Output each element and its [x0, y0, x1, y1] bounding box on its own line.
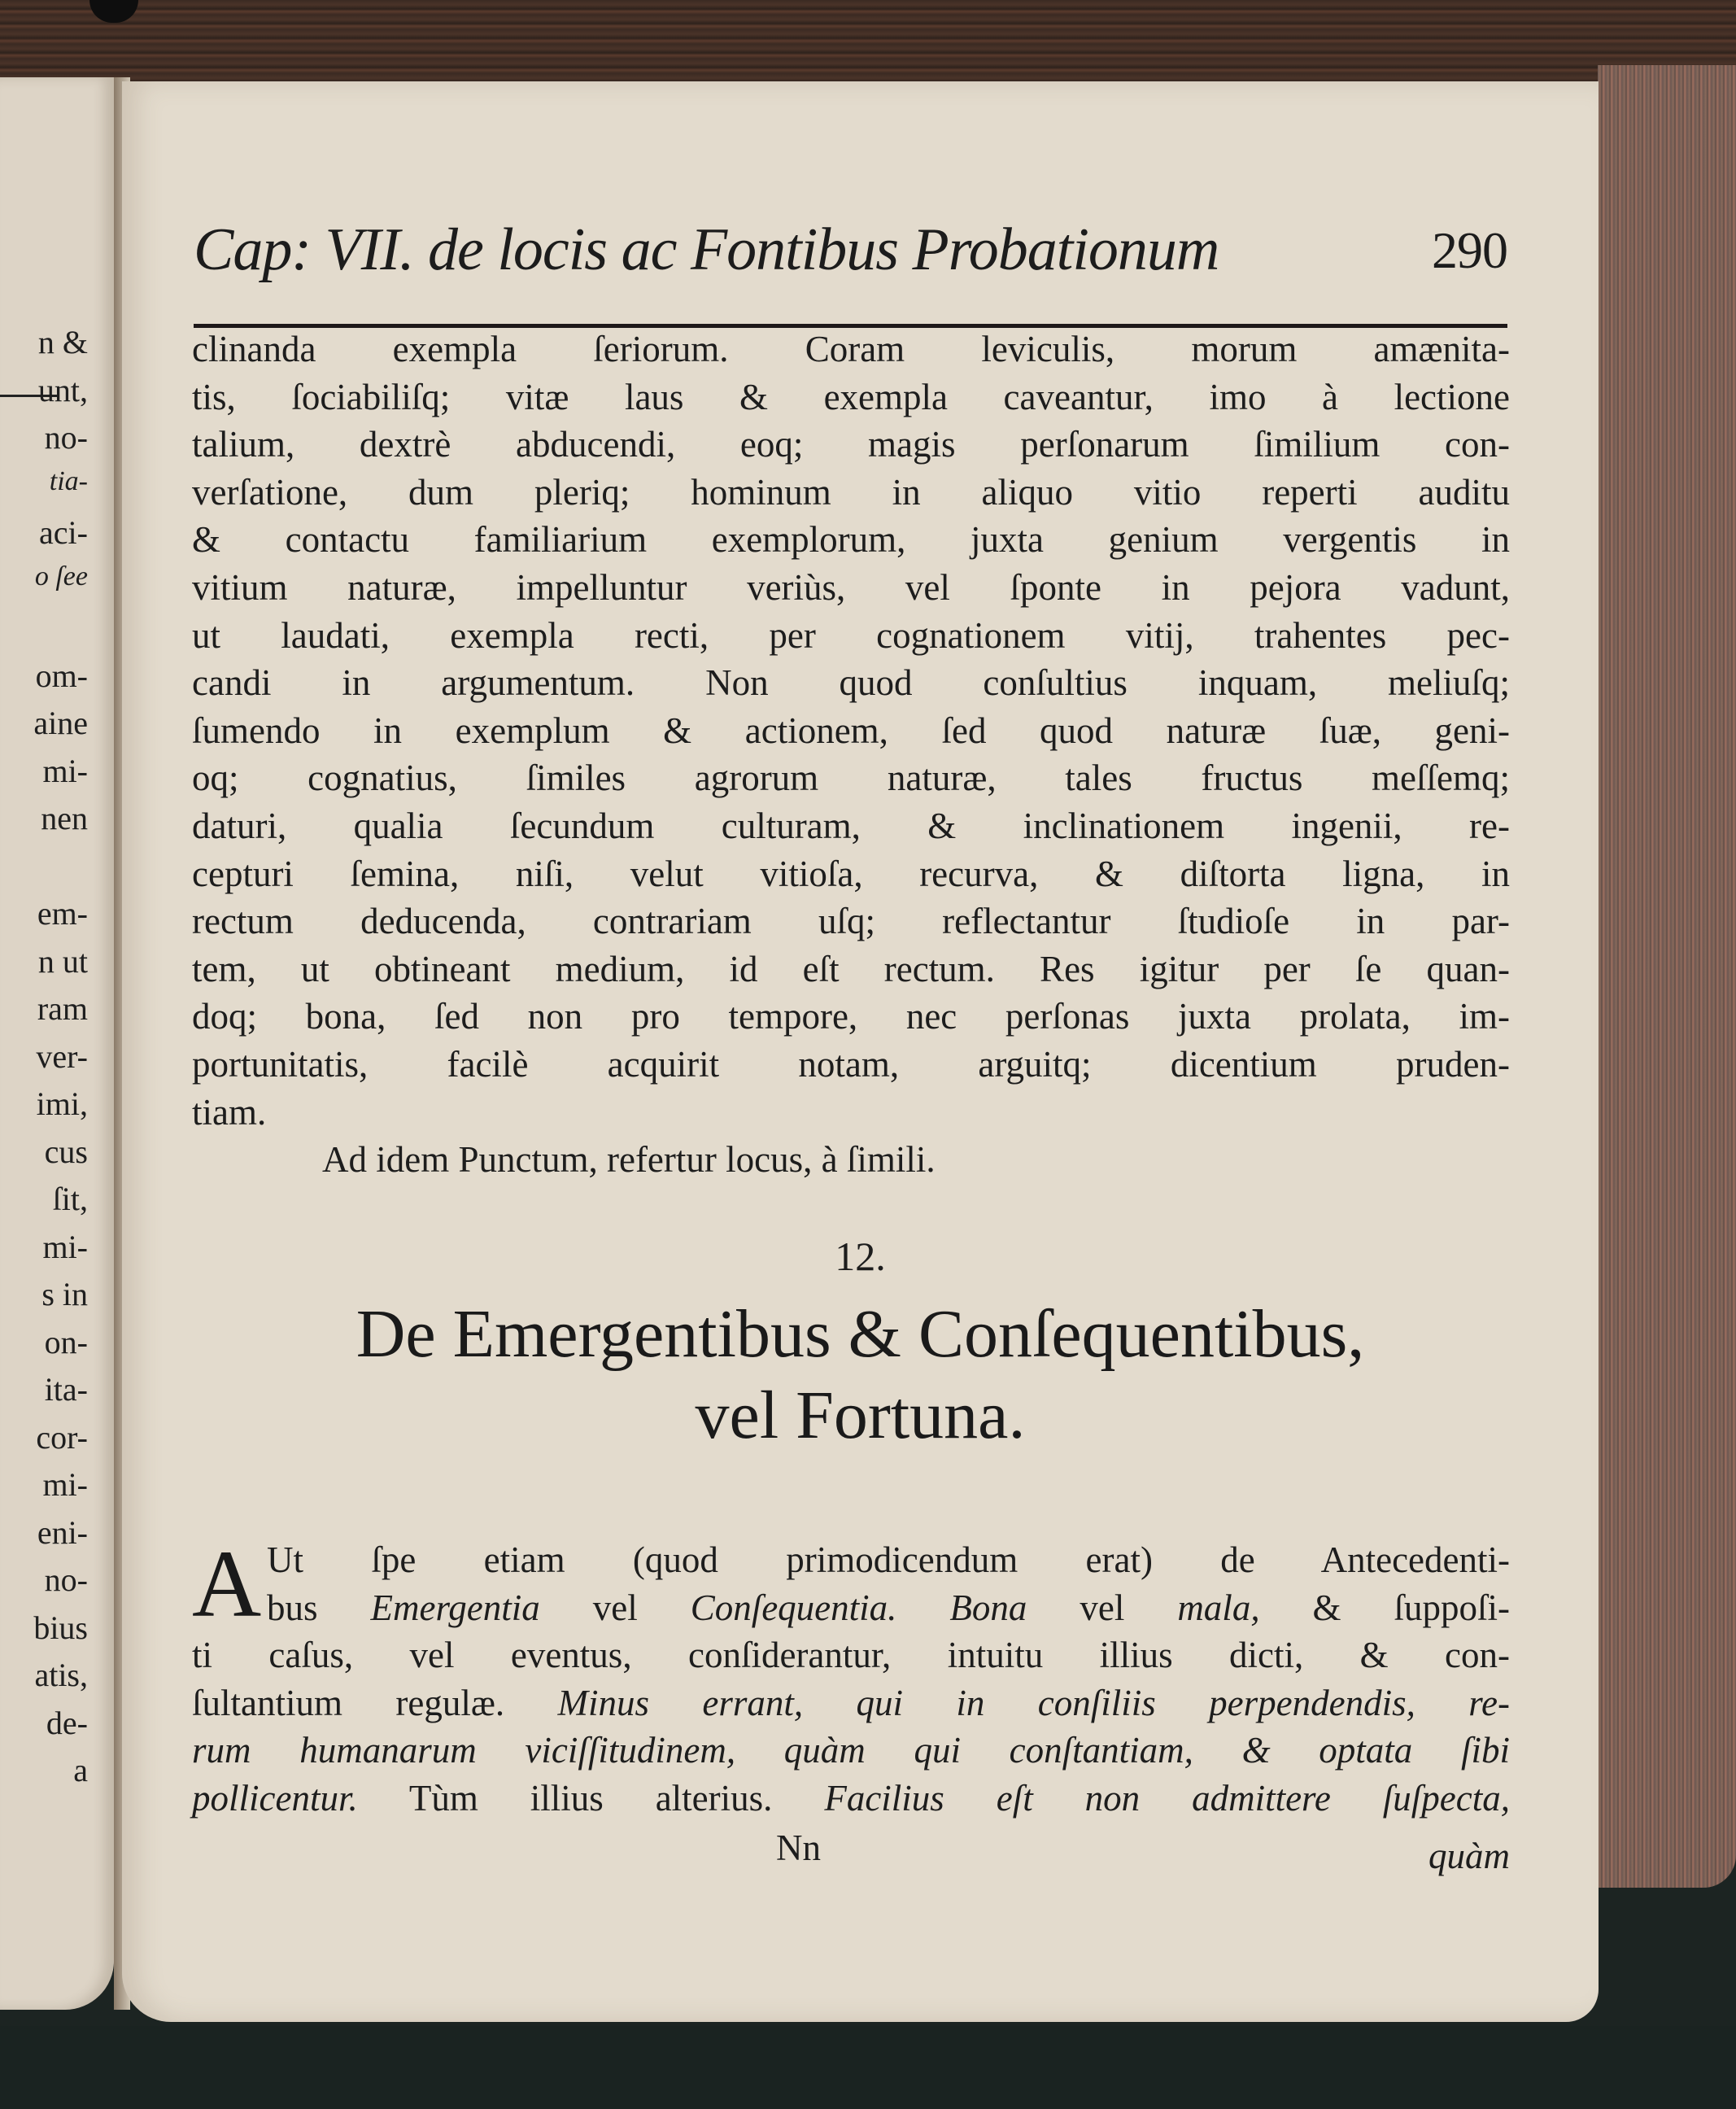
- italic-run: Emergentia: [370, 1587, 540, 1628]
- page-footer: [192, 1827, 1510, 1875]
- left-page-fragment: ver-: [36, 1037, 88, 1075]
- left-page-fragment: eni-: [37, 1513, 88, 1551]
- paragraph-2: [192, 1530, 1511, 1823]
- left-page-fragment: aine: [33, 705, 88, 741]
- left-page-fragment: ſit,: [52, 1181, 88, 1217]
- text-line: cepturi ſemina, niſi, velut vitioſa, recurva, & diſtorta ligna, in: [192, 853, 1510, 894]
- section-title: [122, 1294, 1599, 1456]
- left-page-fragment: imi,: [36, 1085, 88, 1122]
- book-cover-top-edge: [0, 0, 1736, 90]
- left-page-fragment: mi-: [42, 1228, 88, 1265]
- text-line: [192, 1679, 1510, 1727]
- left-page-fragment: om-: [35, 657, 88, 694]
- text-line: ut laudati, exempla recti, per cognationem vitij, trahentes pec-: [192, 614, 1510, 656]
- page-number: 290: [1432, 221, 1507, 279]
- text-line: doq; bona, ſed non pro tempore, nec perſonas juxta prolata, im-: [192, 996, 1510, 1037]
- text-line: tiam.: [192, 1091, 267, 1133]
- text-line: verſatione, dum pleriq; hominum in aliquo vitio reperti auditu: [192, 471, 1510, 513]
- text-line: tis, ſociabiliſq; vitæ laus & exempla caveantur, imo à lectione: [192, 376, 1510, 417]
- left-page-fragment: on-: [44, 1323, 88, 1360]
- cross-reference: Ad idem Punctum, refertur locus, à ſimili.: [322, 1139, 936, 1181]
- paragraph-1: [192, 325, 1510, 1184]
- section-number: 12.: [835, 1234, 886, 1279]
- roman-run: Tùm illius alterius.: [357, 1777, 825, 1819]
- text-line: vitium naturæ, impelluntur veriùs, vel ſponte in pejora vadunt,: [192, 566, 1510, 608]
- roman-run: & ſuppoſi-: [1259, 1587, 1510, 1628]
- running-head: [194, 216, 1507, 289]
- roman-run: vel: [539, 1587, 691, 1628]
- left-page-fragment: unt,: [37, 371, 88, 408]
- left-page-fragment: bius: [33, 1609, 88, 1646]
- section-title-line-2: vel Fortuna.: [695, 1378, 1026, 1453]
- section-title-line-1: De Emergentibus & Conſequentibus,: [355, 1296, 1365, 1372]
- italic-run: rum humanarum viciſſitudinem, quàm qui conſtantiam, & optata ſibi: [192, 1730, 1510, 1771]
- text-line: [192, 1727, 1510, 1775]
- roman-run: Ut ſpe etiam (quod primodicendum erat) de Antecedenti-: [267, 1539, 1510, 1580]
- left-page-fragment: de-: [46, 1704, 88, 1741]
- italic-run: Minus errant, qui in conſiliis perpendendis, re-: [557, 1682, 1511, 1723]
- left-page-fragment: s in: [41, 1276, 88, 1312]
- left-page-fragment: aci-: [39, 514, 88, 551]
- left-page-fragment: no-: [44, 1561, 88, 1598]
- italic-run: Bona: [949, 1587, 1027, 1628]
- left-page-fragment: a: [73, 1752, 88, 1788]
- left-page-fragment: n ut: [37, 942, 88, 980]
- roman-run: ſultantium regulæ.: [192, 1682, 558, 1723]
- fore-edge-pages: [1598, 65, 1736, 1888]
- right-page: [122, 81, 1599, 2022]
- text-line: [192, 1775, 1510, 1823]
- left-page: [0, 77, 114, 2010]
- left-page-fragment: n &: [37, 324, 88, 360]
- text-line: rectum deducenda, contrariam uſq; reflectantur ſtudioſe in par-: [192, 901, 1510, 942]
- text-line: & contactu familiarium exemplorum, juxta genium vergentis in: [192, 519, 1510, 561]
- text-line: [192, 1584, 1510, 1632]
- left-page-fragment: ram: [37, 990, 88, 1027]
- paragraph-2-lines: [192, 1530, 1511, 1823]
- background-surface: [0, 2026, 1736, 2109]
- text-line: ſumendo in exemplum & actionem, ſed quod naturæ ſuæ, geni-: [192, 710, 1510, 751]
- text-line: clinanda exempla ſeriorum. Coram leviculis, morum amænita-: [192, 329, 1510, 369]
- text-line: candi in argumentum. Non quod conſultius inquam, meliuſq;: [192, 662, 1510, 704]
- clasp-hole: [89, 0, 138, 23]
- text-line: portunitatis, facilè acquirit notam, arguitq; dicentium pruden-: [192, 1043, 1510, 1085]
- italic-run: pollicentur.: [192, 1777, 358, 1819]
- left-page-fragment: cor-: [36, 1418, 88, 1456]
- text-line: oq; cognatius, ſimiles agrorum naturæ, tales fructus meſſemq;: [192, 758, 1510, 799]
- italic-run: Facilius eſt non admittere ſuſpecta,: [824, 1777, 1510, 1819]
- text-line: [192, 1536, 1510, 1584]
- roman-run: ti caſus, vel eventus, conſiderantur, intuitu illius dicti, & con-: [192, 1635, 1510, 1676]
- italic-run: mala,: [1177, 1587, 1260, 1628]
- roman-run: [896, 1587, 949, 1628]
- left-page-fragment: atis,: [34, 1657, 88, 1693]
- text-line: [192, 1631, 1510, 1679]
- running-head-title: Cap: VII. de locis ac Fontibus Probationum: [194, 216, 1219, 283]
- left-page-fragment: tia-: [49, 465, 88, 496]
- roman-run: vel: [1027, 1587, 1178, 1628]
- left-page-fragment: ita-: [44, 1371, 88, 1408]
- left-page-fragment: em-: [37, 895, 88, 932]
- left-page-fragment: mi-: [42, 752, 88, 789]
- left-page-fragment: mi-: [42, 1466, 88, 1503]
- catchword: quàm: [1428, 1836, 1510, 1876]
- signature-mark: Nn: [776, 1827, 821, 1868]
- text-line: tem, ut obtineant medium, id eſt rectum. Res igitur per ſe quan-: [192, 948, 1510, 989]
- italic-run: Conſequentia.: [690, 1587, 897, 1628]
- text-line: talium, dextrè abducendi, eoq; magis perſonarum ſimilium con-: [192, 424, 1510, 465]
- drop-cap: A: [192, 1530, 262, 1637]
- roman-run: bus: [267, 1587, 371, 1628]
- text-line: daturi, qualia ſecundum culturam, & inclinationem ingenii, re-: [192, 805, 1510, 846]
- left-page-fragment: cus: [44, 1133, 88, 1170]
- left-page-fragment: o ſee: [34, 561, 88, 592]
- left-page-fragment: no-: [44, 419, 88, 456]
- left-page-fragment: nen: [41, 800, 88, 836]
